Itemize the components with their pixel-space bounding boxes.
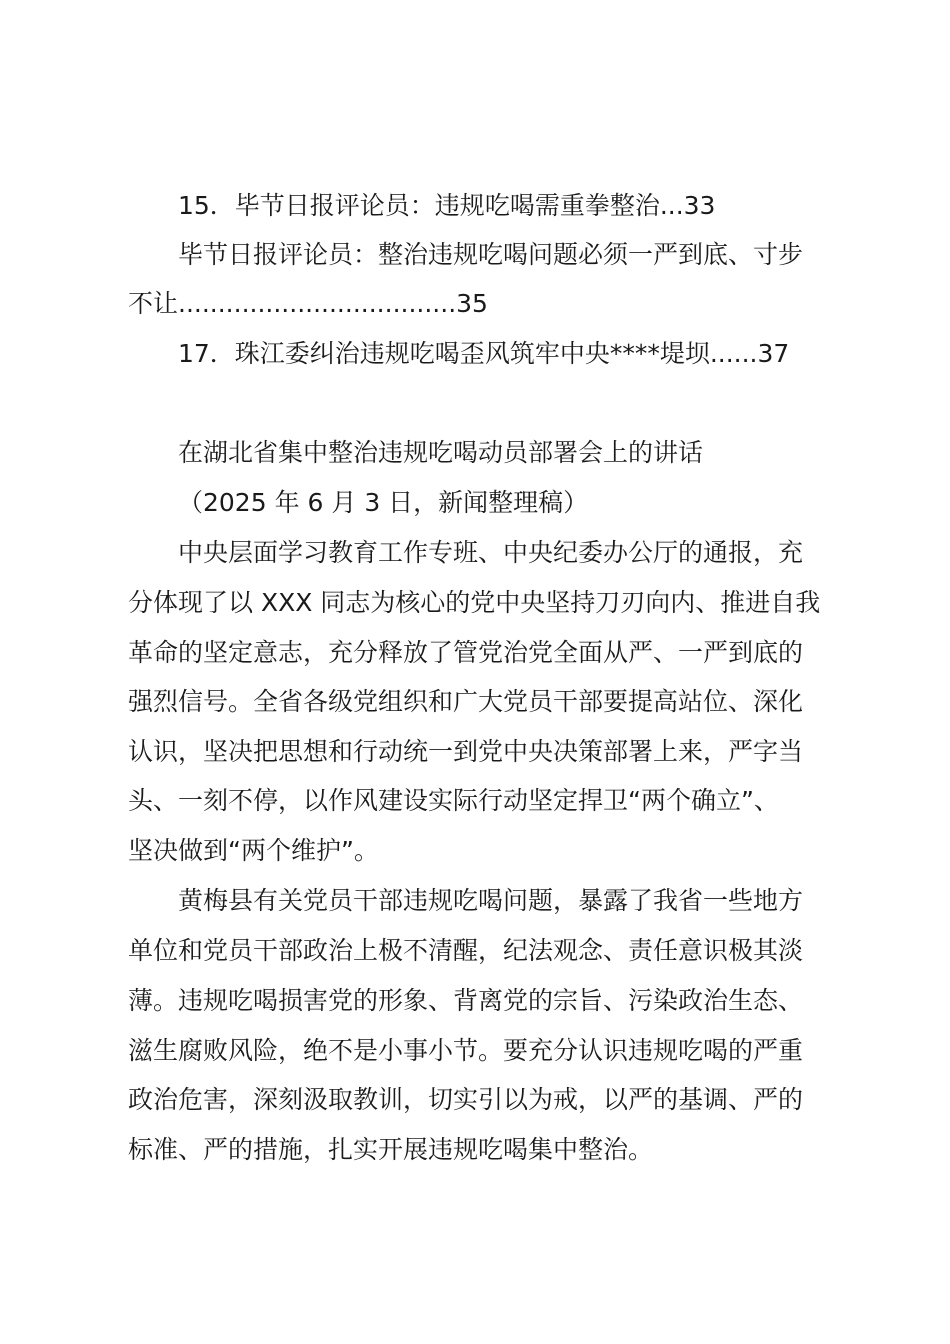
paragraph-line: 标准、严的措施，扎实开展违规吃喝集中整治。 xyxy=(128,1135,654,1164)
paragraph-line: 认识，坚决把思想和行动统一到党中央决策部署上来，严字当 xyxy=(128,737,804,766)
paragraph-line: 单位和党员干部政治上极不清醒，纪法观念、责任意识极其淡 xyxy=(128,936,804,965)
paragraph-line: 分体现了以 XXX 同志为核心的党中央坚持刀刃向内、推进自我 xyxy=(128,588,821,617)
paragraph-line: 薄。违规吃喝损害党的形象、背离党的宗旨、污染政治生态、 xyxy=(128,986,804,1015)
paragraph-line: 坚决做到“两个维护”。 xyxy=(128,836,379,865)
paragraph-line: 黄梅县有关党员干部违规吃喝问题，暴露了我省一些地方 xyxy=(178,886,804,915)
toc-item-16-line2[interactable]: 不让...................................35 xyxy=(128,289,488,318)
paragraph-line: 头、一刻不停，以作风建设实际行动坚定捍卫“两个确立”、 xyxy=(128,786,779,815)
toc-item-17[interactable]: 17．珠江委纠治违规吃喝歪风筑牢中央****堤坝......37 xyxy=(178,339,790,368)
toc-item-16-line1[interactable]: 毕节日报评论员：整治违规吃喝问题必须一严到底、寸步 xyxy=(178,240,804,269)
toc-item-15[interactable]: 15．毕节日报评论员：违规吃喝需重拳整治...33 xyxy=(178,191,716,220)
paragraph-line: 中央层面学习教育工作专班、中央纪委办公厅的通报，充 xyxy=(178,538,804,567)
paragraph-line: 政治危害，深刻汲取教训，切实引以为戒，以严的基调、严的 xyxy=(128,1085,804,1114)
article-subtitle: （2025 年 6 月 3 日，新闻整理稿） xyxy=(178,488,589,517)
paragraph-line: 滋生腐败风险，绝不是小事小节。要充分认识违规吃喝的严重 xyxy=(128,1036,804,1065)
paragraph-line: 革命的坚定意志，充分释放了管党治党全面从严、一严到底的 xyxy=(128,638,804,667)
article-title: 在湖北省集中整治违规吃喝动员部署会上的讲话 xyxy=(178,438,704,467)
paragraph-line: 强烈信号。全省各级党组织和广大党员干部要提高站位、深化 xyxy=(128,687,804,716)
